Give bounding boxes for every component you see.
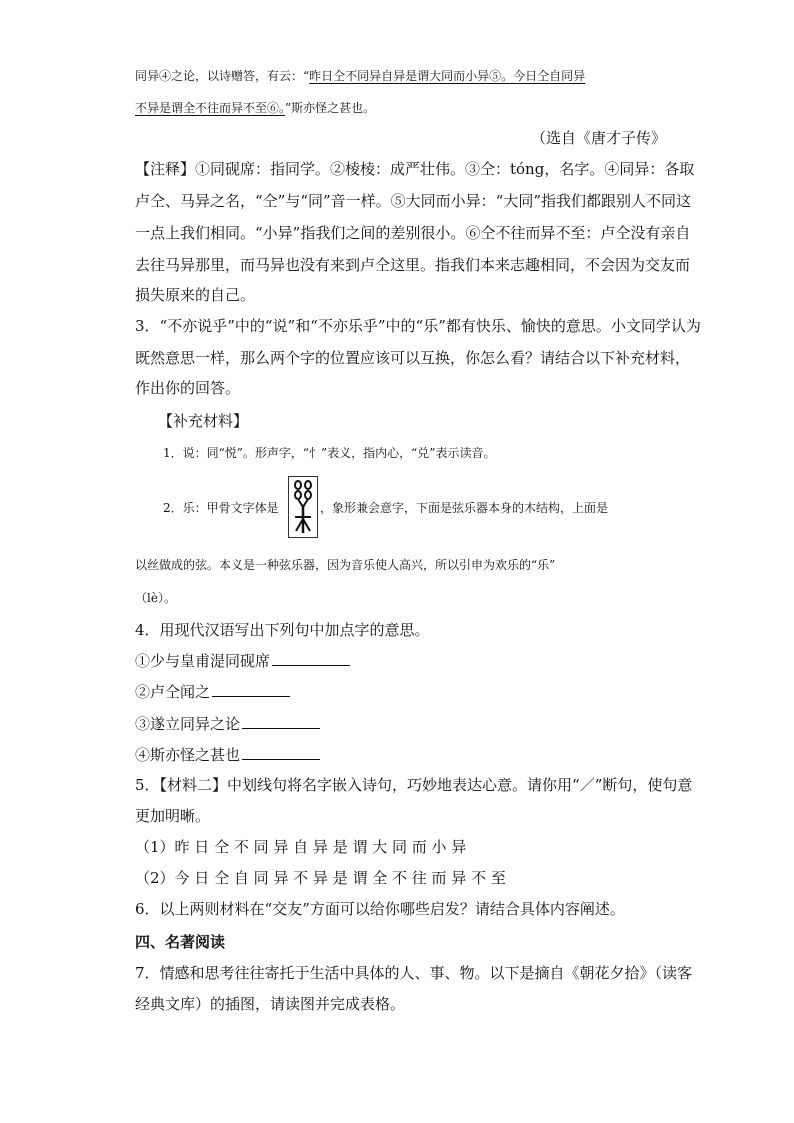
oracle-bone-le-icon <box>288 476 318 538</box>
q4-item-3: ③遂立同异之论 <box>135 714 320 734</box>
q6-question: 6．以上两则材料在“交友”方面可以给你哪些启发？请结合具体内容阐述。 <box>135 900 625 918</box>
notes-line3: 一点上我们相同。“小异”指我们之间的差别很小。⑥仝不往而异不至：卢仝没有亲自 <box>135 224 691 242</box>
supplement-item-2d: （lè）。 <box>135 591 176 605</box>
q5-sentence-2: （2）今 日 仝 自 同 异 不 异 是 谓 全 不 往 而 异 不 至 <box>135 869 506 887</box>
answer-blank[interactable] <box>272 651 350 666</box>
source-citation: （选自《唐才子传》 <box>530 129 666 147</box>
section-heading: 四、名著阅读 <box>135 933 226 951</box>
answer-blank[interactable] <box>212 682 290 697</box>
notes-line5: 损失原来的自己。 <box>135 286 256 304</box>
notes-line2: 卢仝、马异之名，“仝”与“同”音一样。⑤大同而小异：“大同”指我们都跟别人不同这 <box>135 192 692 210</box>
q7-line2: 经典文库）的插图，请读图并完成表格。 <box>135 995 406 1013</box>
material2-line1: 同异④之论，以诗赠答，有云：“昨日仝不同异自异是谓大同而小异⑤。今日仝自同异 <box>135 69 586 83</box>
q5-line1: 5．【材料二】中划线句将名字嵌入诗句，巧妙地表达心意。请你用“／”断句，使句意 <box>135 776 693 794</box>
q4-item-1: ①少与皇甫湜同砚席 <box>135 651 350 671</box>
supplement-item-1: 1．说：同“悦”。形声字，“忄”表义，指内心，“兑”表示读音。 <box>163 446 496 460</box>
q3-line1: 3．“不亦说乎”中的“说”和“不亦乐乎”中的“乐”都有快乐、愉快的意思。小文同学认为 <box>135 317 701 335</box>
q5-line2: 更加明晰。 <box>135 807 211 825</box>
q3-line3: 作出你的回答。 <box>135 379 241 397</box>
underlined-poem-line1: 昨日仝不同异自异是谓大同而小异⑤。今日仝自同异 <box>309 69 586 83</box>
answer-blank[interactable] <box>242 714 320 729</box>
q4-item-2: ②卢仝闻之 <box>135 682 290 702</box>
answer-blank[interactable] <box>242 745 320 760</box>
q7-line1: 7．情感和思考往往寄托于生活中具体的人、事、物。以下是摘自《朝花夕拾》（读客 <box>135 964 693 982</box>
notes-line4: 去往马异那里，而马异也没有来到卢仝这里。指我们本来志趣相同，不会因为交友而 <box>135 256 691 274</box>
material2-line2: 不异是谓全不往而异不至⑥。”斯亦怪之甚也。 <box>135 101 376 115</box>
supplement-item-2a: 2．乐：甲骨文字体是 <box>163 501 279 515</box>
q4-title: 4．用现代汉语写出下列句中加点字的意思。 <box>135 621 430 639</box>
supplement-item-2b: ，象形兼会意字，下面是弦乐器本身的木结构，上面是 <box>320 501 609 515</box>
notes-line1: 【注释】①同砚席：指同学。②棱棱：成严壮伟。③仝：tóng，名字。④同异：各取 <box>135 160 695 178</box>
supplement-item-2c: 以丝做成的弦。本义是一种弦乐器，因为音乐使人高兴，所以引申为欢乐的“乐” <box>135 558 556 572</box>
underlined-poem-line2: 不异是谓全不往而异不至⑥。 <box>135 101 286 115</box>
q4-item-4: ④斯亦怪之甚也 <box>135 745 320 765</box>
q3-line2: 既然意思一样，那么两个字的位置应该可以互换，你怎么看？请结合以下补充材料， <box>135 349 691 367</box>
supplement-title: 【补充材料】 <box>158 412 249 430</box>
q5-sentence-1: （1）昨 日 仝 不 同 异 自 异 是 谓 大 同 而 小 异 <box>135 838 467 856</box>
